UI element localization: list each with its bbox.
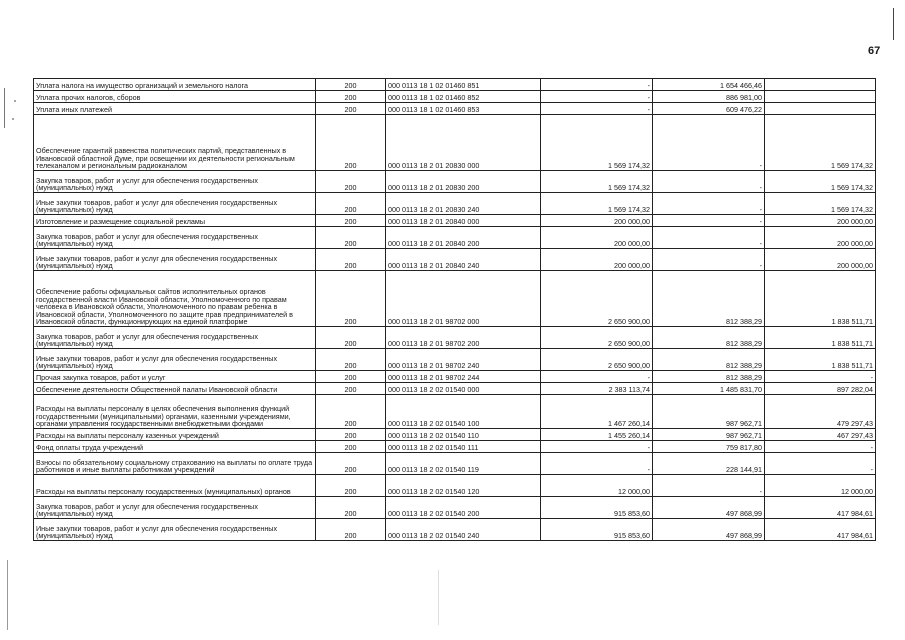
row-plan-cell: - (541, 91, 653, 103)
table-row (34, 519, 876, 541)
table-row (34, 193, 876, 215)
row-remain-cell: 200 000,00 (765, 227, 876, 249)
row-remain-cell: 200 000,00 (765, 215, 876, 227)
row-code-cell: 000 0113 18 2 01 98702 240 (386, 349, 541, 371)
row-admin-cell: 200 (316, 215, 386, 227)
row-admin-cell: 200 (316, 327, 386, 349)
row-remain-cell: 897 282,04 (765, 383, 876, 395)
table-row (34, 395, 876, 429)
row-executed-cell: 228 144,91 (653, 453, 765, 475)
row-executed-cell: 812 388,29 (653, 371, 765, 383)
row-plan-cell: - (541, 441, 653, 453)
row-name-cell: Обеспечение гарантий равенства политических партий, представленных в Ивановской областной Думе, при освещении их деятельности региональным телеканалом и региональным радиоканалом (34, 115, 316, 171)
scan-mark-right (893, 8, 894, 40)
row-name-cell: Иные закупки товаров, работ и услуг для обеспечения государственных (муниципальных) нужд (34, 519, 316, 541)
row-code-cell: 000 0113 18 2 02 01540 111 (386, 441, 541, 453)
row-remain-cell: 1 569 174,32 (765, 171, 876, 193)
scan-dot (14, 100, 16, 102)
scan-mark-left (4, 88, 5, 128)
row-executed-cell: 497 868,99 (653, 519, 765, 541)
row-executed-cell: 812 388,29 (653, 349, 765, 371)
row-remain-cell: 417 984,61 (765, 497, 876, 519)
row-remain-cell: - (765, 371, 876, 383)
row-name-cell: Закупка товаров, работ и услуг для обеспечения государственных (муниципальных) нужд (34, 497, 316, 519)
row-plan-cell: 200 000,00 (541, 249, 653, 271)
row-executed-cell: 987 962,71 (653, 395, 765, 429)
row-code-cell: 000 0113 18 2 01 98702 000 (386, 271, 541, 327)
row-code-cell: 000 0113 18 2 01 20840 200 (386, 227, 541, 249)
scan-dot (12, 118, 14, 120)
row-plan-cell: - (541, 103, 653, 115)
row-name-cell: Взносы по обязательному социальному страхованию на выплаты по оплате труда работников и иные выплаты работникам учреждений (34, 453, 316, 475)
row-remain-cell: 417 984,61 (765, 519, 876, 541)
row-name-cell: Обеспечение деятельности Общественной палаты Ивановской области (34, 383, 316, 395)
row-executed-cell: - (653, 215, 765, 227)
row-name-cell: Уплата прочих налогов, сборов (34, 91, 316, 103)
row-remain-cell: 1 569 174,32 (765, 115, 876, 171)
row-name-cell: Расходы на выплаты персоналу в целях обеспечения выполнения функций государственными (муниципальными) органами, казенными учреждениями, органами управления государственными внебюджетными фондами (34, 395, 316, 429)
table-row (34, 383, 876, 395)
row-admin-cell: 200 (316, 429, 386, 441)
row-remain-cell: 1 838 511,71 (765, 327, 876, 349)
row-name-cell: Фонд оплаты труда учреждений (34, 441, 316, 453)
row-executed-cell: - (653, 171, 765, 193)
table-row (34, 371, 876, 383)
row-admin-cell: 200 (316, 249, 386, 271)
row-executed-cell: - (653, 193, 765, 215)
row-code-cell: 000 0113 18 2 02 01540 100 (386, 395, 541, 429)
row-name-cell: Иные закупки товаров, работ и услуг для обеспечения государственных (муниципальных) нужд (34, 193, 316, 215)
row-executed-cell: 886 981,00 (653, 91, 765, 103)
row-remain-cell (765, 79, 876, 91)
row-plan-cell: 915 853,60 (541, 519, 653, 541)
row-name-cell: Уплата иных платежей (34, 103, 316, 115)
row-name-cell: Иные закупки товаров, работ и услуг для обеспечения государственных (муниципальных) нужд (34, 349, 316, 371)
row-remain-cell (765, 91, 876, 103)
row-admin-cell: 200 (316, 349, 386, 371)
row-plan-cell: - (541, 79, 653, 91)
row-executed-cell: 812 388,29 (653, 271, 765, 327)
table-row (34, 91, 876, 103)
row-executed-cell: 1 485 831,70 (653, 383, 765, 395)
row-code-cell: 000 0113 18 1 02 01460 851 (386, 79, 541, 91)
row-admin-cell: 200 (316, 193, 386, 215)
row-remain-cell (765, 103, 876, 115)
row-code-cell: 000 0113 18 2 01 20840 240 (386, 249, 541, 271)
row-code-cell: 000 0113 18 2 02 01540 119 (386, 453, 541, 475)
row-executed-cell: 497 868,99 (653, 497, 765, 519)
row-remain-cell: - (765, 453, 876, 475)
table-body (34, 79, 876, 541)
row-remain-cell: 479 297,43 (765, 395, 876, 429)
row-name-cell: Расходы на выплаты персоналу казенных учреждений (34, 429, 316, 441)
row-name-cell: Иные закупки товаров, работ и услуг для обеспечения государственных (муниципальных) нужд (34, 249, 316, 271)
row-plan-cell: - (541, 371, 653, 383)
row-remain-cell: 467 297,43 (765, 429, 876, 441)
row-plan-cell: 2 650 900,00 (541, 327, 653, 349)
row-plan-cell: 1 569 174,32 (541, 171, 653, 193)
row-code-cell: 000 0113 18 2 01 98702 200 (386, 327, 541, 349)
row-code-cell: 000 0113 18 2 01 98702 244 (386, 371, 541, 383)
row-admin-cell: 200 (316, 227, 386, 249)
table-row (34, 349, 876, 371)
row-executed-cell: - (653, 249, 765, 271)
row-name-cell: Уплата налога на имущество организаций и земельного налога (34, 79, 316, 91)
row-code-cell: 000 0113 18 2 02 01540 120 (386, 475, 541, 497)
row-admin-cell: 200 (316, 395, 386, 429)
row-code-cell: 000 0113 18 2 02 01540 240 (386, 519, 541, 541)
row-executed-cell: - (653, 115, 765, 171)
row-admin-cell: 200 (316, 475, 386, 497)
row-plan-cell: 2 650 900,00 (541, 349, 653, 371)
row-executed-cell: 1 654 466,46 (653, 79, 765, 91)
page-number: 67 (868, 45, 881, 57)
row-code-cell: 000 0113 18 2 01 20830 240 (386, 193, 541, 215)
table-row (34, 429, 876, 441)
row-admin-cell: 200 (316, 441, 386, 453)
row-name-cell: Расходы на выплаты персоналу государственных (муниципальных) органов (34, 475, 316, 497)
row-plan-cell: 1 455 260,14 (541, 429, 653, 441)
row-admin-cell: 200 (316, 453, 386, 475)
row-plan-cell: 2 383 113,74 (541, 383, 653, 395)
row-admin-cell: 200 (316, 115, 386, 171)
table-row (34, 115, 876, 171)
table-row (34, 215, 876, 227)
row-admin-cell: 200 (316, 271, 386, 327)
row-code-cell: 000 0113 18 2 02 01540 200 (386, 497, 541, 519)
scan-mark-left-lower (7, 560, 8, 630)
row-name-cell: Закупка товаров, работ и услуг для обеспечения государственных (муниципальных) нужд (34, 227, 316, 249)
row-executed-cell: - (653, 475, 765, 497)
row-admin-cell: 200 (316, 79, 386, 91)
scan-faint-line (438, 570, 439, 625)
row-executed-cell: 759 817,80 (653, 441, 765, 453)
row-plan-cell: 1 467 260,14 (541, 395, 653, 429)
row-remain-cell: 1 838 511,71 (765, 271, 876, 327)
row-code-cell: 000 0113 18 1 02 01460 853 (386, 103, 541, 115)
table-row (34, 227, 876, 249)
table-row (34, 103, 876, 115)
row-code-cell: 000 0113 18 1 02 01460 852 (386, 91, 541, 103)
table-row (34, 249, 876, 271)
table-row (34, 497, 876, 519)
row-remain-cell: 1 569 174,32 (765, 193, 876, 215)
row-admin-cell: 200 (316, 371, 386, 383)
table-row (34, 441, 876, 453)
row-admin-cell: 200 (316, 91, 386, 103)
row-plan-cell: 200 000,00 (541, 227, 653, 249)
row-executed-cell: 812 388,29 (653, 327, 765, 349)
row-name-cell: Изготовление и размещение социальной рекламы (34, 215, 316, 227)
row-plan-cell: 1 569 174,32 (541, 193, 653, 215)
table-row (34, 453, 876, 475)
row-admin-cell: 200 (316, 519, 386, 541)
row-plan-cell: - (541, 453, 653, 475)
row-code-cell: 000 0113 18 2 01 20830 200 (386, 171, 541, 193)
row-name-cell: Прочая закупка товаров, работ и услуг (34, 371, 316, 383)
row-plan-cell: 12 000,00 (541, 475, 653, 497)
row-remain-cell: 12 000,00 (765, 475, 876, 497)
row-admin-cell: 200 (316, 103, 386, 115)
row-executed-cell: - (653, 227, 765, 249)
row-admin-cell: 200 (316, 171, 386, 193)
row-name-cell: Закупка товаров, работ и услуг для обеспечения государственных (муниципальных) нужд (34, 171, 316, 193)
row-plan-cell: 1 569 174,32 (541, 115, 653, 171)
row-remain-cell: 200 000,00 (765, 249, 876, 271)
table-row (34, 271, 876, 327)
row-remain-cell: - (765, 441, 876, 453)
row-plan-cell: 200 000,00 (541, 215, 653, 227)
row-executed-cell: 987 962,71 (653, 429, 765, 441)
row-admin-cell: 200 (316, 383, 386, 395)
row-plan-cell: 915 853,60 (541, 497, 653, 519)
row-admin-cell: 200 (316, 497, 386, 519)
table-row (34, 79, 876, 91)
row-code-cell: 000 0113 18 2 02 01540 110 (386, 429, 541, 441)
row-name-cell: Обеспечение работы официальных сайтов исполнительных органов государственной власти Ивановской области, Уполномоченного по правам человека в Ивановской области, Уполномоченного по правам ребенка в Ивановской области, Уполномоченного по защите прав предпринимателей в Ивановской области, функционирующих на единой платформе (34, 271, 316, 327)
row-code-cell: 000 0113 18 2 01 20840 000 (386, 215, 541, 227)
table-row (34, 171, 876, 193)
row-code-cell: 000 0113 18 2 01 20830 000 (386, 115, 541, 171)
row-executed-cell: 609 476,22 (653, 103, 765, 115)
row-code-cell: 000 0113 18 2 02 01540 000 (386, 383, 541, 395)
budget-table (33, 78, 876, 541)
row-name-cell: Закупка товаров, работ и услуг для обеспечения государственных (муниципальных) нужд (34, 327, 316, 349)
row-remain-cell: 1 838 511,71 (765, 349, 876, 371)
table-row (34, 327, 876, 349)
row-plan-cell: 2 650 900,00 (541, 271, 653, 327)
table-row (34, 475, 876, 497)
